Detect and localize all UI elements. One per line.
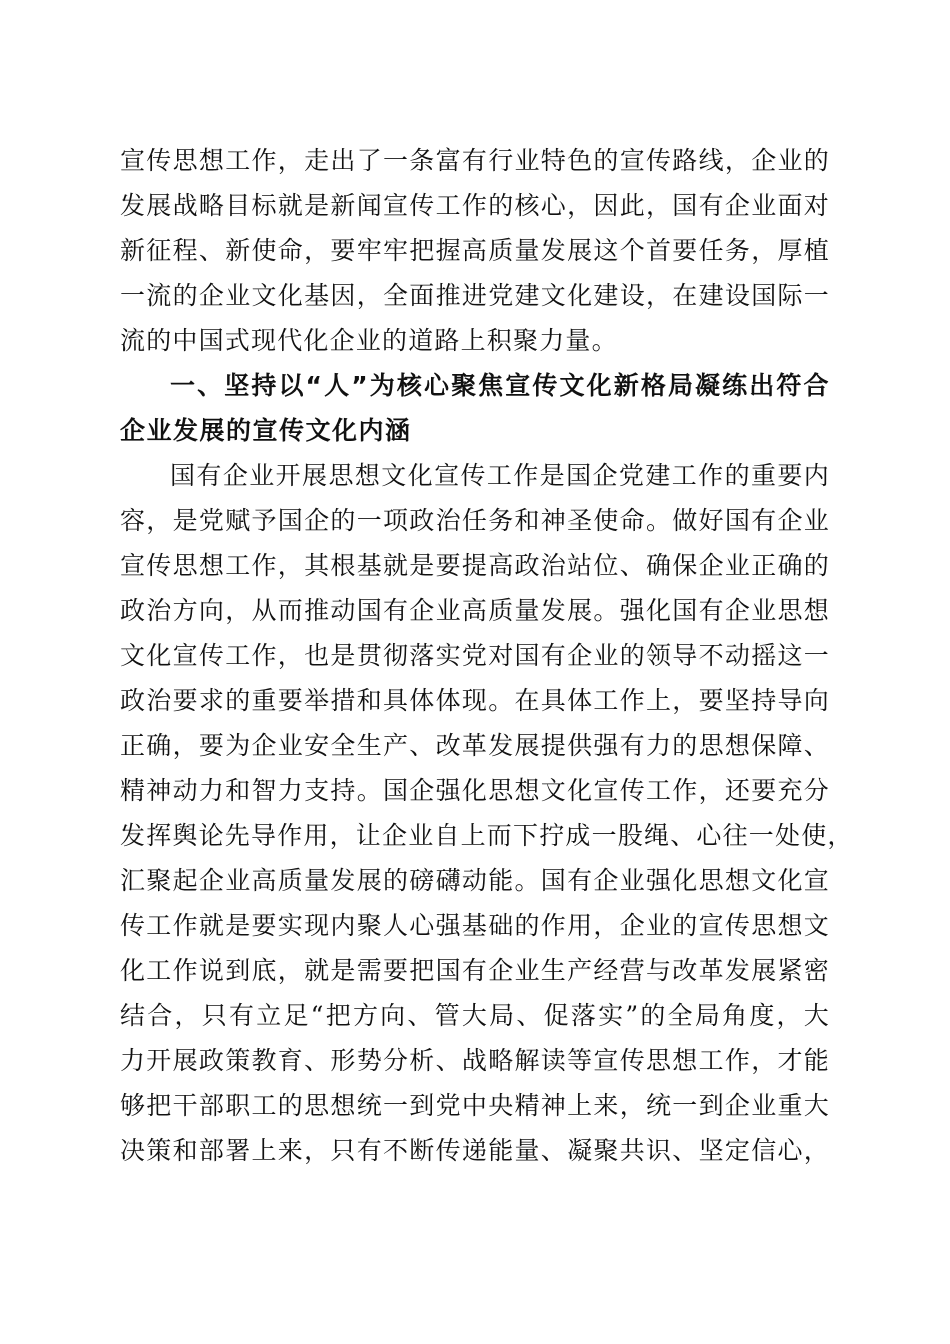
body-line-7: 正确，要为企业安全生产、改革发展提供强有力的思想保障、 — [120, 731, 830, 760]
section-heading-line-2: 企业发展的宣传文化内涵 — [120, 416, 412, 445]
body-line-11: 传工作就是要实现内聚人心强基础的作用，企业的宣传思想文 — [120, 911, 830, 940]
body-line-3: 宣传思想工作，其根基就是要提高政治站位、确保企业正确的 — [120, 551, 830, 580]
body-line-2: 容，是党赋予国企的一项政治任务和神圣使命。做好国有企业 — [120, 506, 830, 535]
body-line-8: 精神动力和智力支持。国企强化思想文化宣传工作，还要充分 — [120, 776, 830, 805]
section-heading-line-1: 一、坚持以“人”为核心聚焦宣传文化新格局凝练出符合 — [170, 371, 830, 400]
body-line-16: 决策和部署上来，只有不断传递能量、凝聚共识、坚定信心， — [120, 1136, 830, 1165]
body-line-13: 结合，只有立足“把方向、管大局、促落实”的全局角度，大 — [120, 1001, 830, 1030]
intro-line-2: 发展战略目标就是新闻宣传工作的核心，因此，国有企业面对 — [120, 191, 830, 220]
body-line-9: 发挥舆论先导作用，让企业自上而下拧成一股绳、心往一处使， — [120, 821, 854, 850]
body-line-14: 力开展政策教育、形势分析、战略解读等宣传思想工作，才能 — [120, 1046, 830, 1075]
body-line-12: 化工作说到底，就是需要把国有企业生产经营与改革发展紧密 — [120, 956, 830, 985]
body-line-6: 政治要求的重要举措和具体体现。在具体工作上，要坚持导向 — [120, 686, 830, 715]
body-line-4: 政治方向，从而推动国有企业高质量发展。强化国有企业思想 — [120, 596, 830, 625]
intro-line-3: 新征程、新使命，要牢牢把握高质量发展这个首要任务，厚植 — [120, 236, 830, 265]
body-line-5: 文化宣传工作，也是贯彻落实党对国有企业的领导不动摇这一 — [120, 641, 830, 670]
body-line-10: 汇聚起企业高质量发展的磅礴动能。国有企业强化思想文化宣 — [120, 866, 830, 895]
intro-line-4: 一流的企业文化基因，全面推进党建文化建设，在建设国际一 — [120, 281, 830, 310]
intro-line-5: 流的中国式现代化企业的道路上积聚力量。 — [120, 326, 618, 355]
body-line-15: 够把干部职工的思想统一到党中央精神上来，统一到企业重大 — [120, 1091, 830, 1120]
body-line-1: 国有企业开展思想文化宣传工作是国企党建工作的重要内 — [170, 461, 830, 490]
intro-line-1: 宣传思想工作，走出了一条富有行业特色的宣传路线，企业的 — [120, 146, 830, 175]
